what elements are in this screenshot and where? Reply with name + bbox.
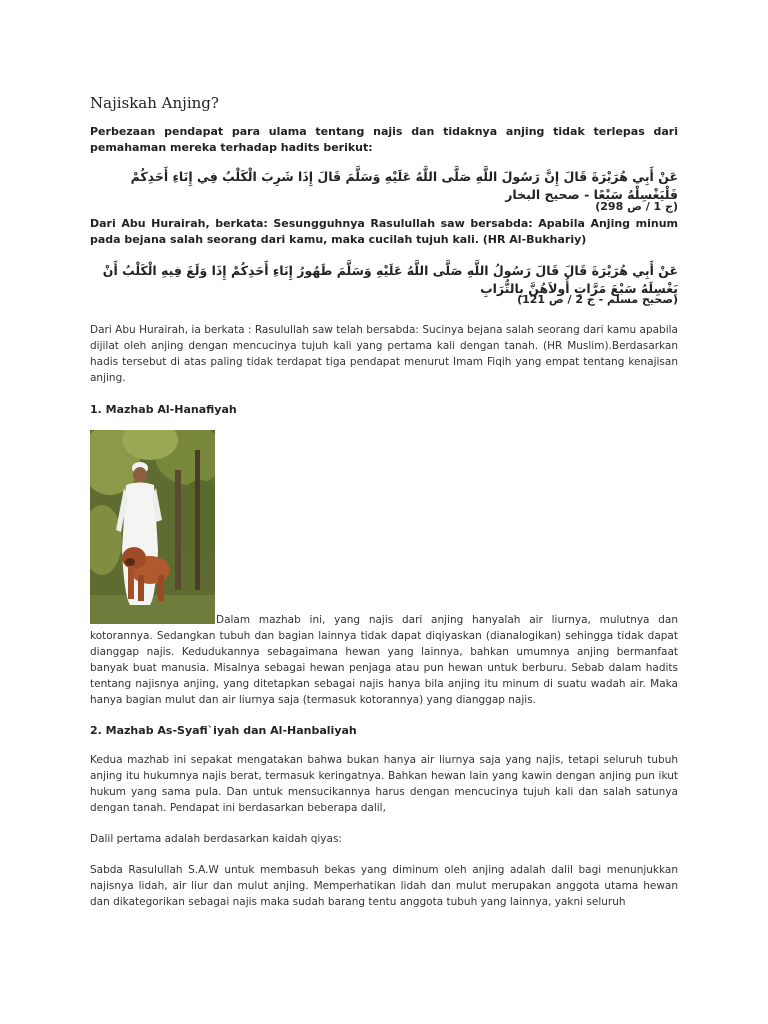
section2-heading: 2. Mazhab As-Syafi`iyah dan Al-Hanbaliyah xyxy=(90,724,357,737)
page-title: Najiskah Anjing? xyxy=(90,94,219,112)
section1-text: Dalam mazhab ini, yang najis dari anjing hanyalah air liurnya, mulutnya dan kotorannya. Sedangkan tubuh dan bagian lainnya tidak dapat diqiyaskan (dianalogikan) sehingga tidak dapat dianggap najis. Kedudukannya sebagaimana hewan yang lainnya, bahkan umumnya anjing bermanfaat banyak buat manusia. Misalnya sebagai hewan penjaga atau pun hewan untuk berburu. Sebab dalam hadits tentang najisnya anjing, yang ditetapkan sebagai najis hanya bila anjing itu minum di suatu wadah air. Maka hanya bagian mulut dan air liurnya saja (termasuk kotorannya) yang dianggap najis. xyxy=(90,614,678,706)
hadith1-arabic: عَنْ أَبِي هُرَيْرَةَ قَالَ إِنَّ رَسُولَ اللَّهِ صَلَّى اللَّهُ عَلَيْهِ وَسَلَّمَ قَالَ إِذَا شَرِبَ الْكَلْبُ فِي إِنَاءِ أَحَدِكُمْ فَلْيَغْسِلْهُ سَبْعًا - صحيح البخار xyxy=(130,169,678,202)
body-paragraph-1: Dari Abu Hurairah, ia berkata : Rasulullah saw telah bersabda: Sucinya bejana salah seorang dari kamu apabila dijilat oleh anjing dengan mencucinya tujuh kali yang pertama kali dengan tanah. (HR Muslim).Berdasarkan hadis tersebut di atas paling tidak terdapat tiga pendapat menurut Imam Fiqih yang empat tentang kenajisan anjing. xyxy=(90,324,678,384)
hadith2-arabic: عَنْ أَبِي هُرَيْرَةَ قَالَ قَالَ رَسُولُ اللَّهِ صَلَّى اللَّهُ عَلَيْهِ وَسَلَّمَ طَهُورُ إِنَاءِ أَحَدِكُمْ إِذَا وَلَغَ فِيهِ الْكَلْبُ أَنْ يَغْسِلَهُ سَبْعَ مَرَّاتٍ أُولاَهُنَّ بِالتُّرَابِ xyxy=(102,263,678,296)
man-with-dog-photo xyxy=(90,430,215,624)
section2-paragraph-3: Sabda Rasulullah S.A.W untuk membasuh bekas yang diminum oleh anjing adalah dalil bagi menunjukkan najisnya lidah, air liur dan mulut anjing. Memperhatikan lidah dan mulut merupakan anggota utama hewan dan dikategorikan sebagai najis maka sudah barang tentu anggota tubuh yang lainnya, yakni seluruh xyxy=(90,864,678,908)
section2-paragraph-2: Dalil pertama adalah berdasarkan kaidah qiyas: xyxy=(90,833,342,845)
intro-paragraph: Perbezaan pendapat para ulama tentang najis dan tidaknya anjing tidak terlepas dari pemahaman mereka terhadap hadits berikut: xyxy=(90,125,678,154)
hadith2-reference: (صحيح مسلم - ج 2 / ص 121) xyxy=(517,293,678,306)
section2-paragraph-1: Kedua mazhab ini sepakat mengatakan bahwa bukan hanya air liurnya saja yang najis, tetapi seluruh tubuh anjing itu hukumnya najis berat, termasuk keringatnya. Bahkan hewan lain yang kawin dengan anjing pun ikut hukum yang sama pula. Dan untuk mensucikannya harus dengan mencucinya tujuh kali dan salah satunya dengan tanah. Pendapat ini berdasarkan beberapa dalil, xyxy=(90,754,678,814)
hadith1-reference: (ج 1 / ص 298) xyxy=(595,200,678,213)
hadith1-translation: Dari Abu Hurairah, berkata: Sesungguhnya Rasulullah saw bersabda: Apabila Anjing minum pada bejana salah seorang dari kamu, maka cucilah tujuh kali. (HR Al-Bukhariy) xyxy=(90,217,678,246)
section1-heading: 1. Mazhab Al-Hanafiyah xyxy=(90,403,237,416)
section1-body xyxy=(90,612,678,708)
